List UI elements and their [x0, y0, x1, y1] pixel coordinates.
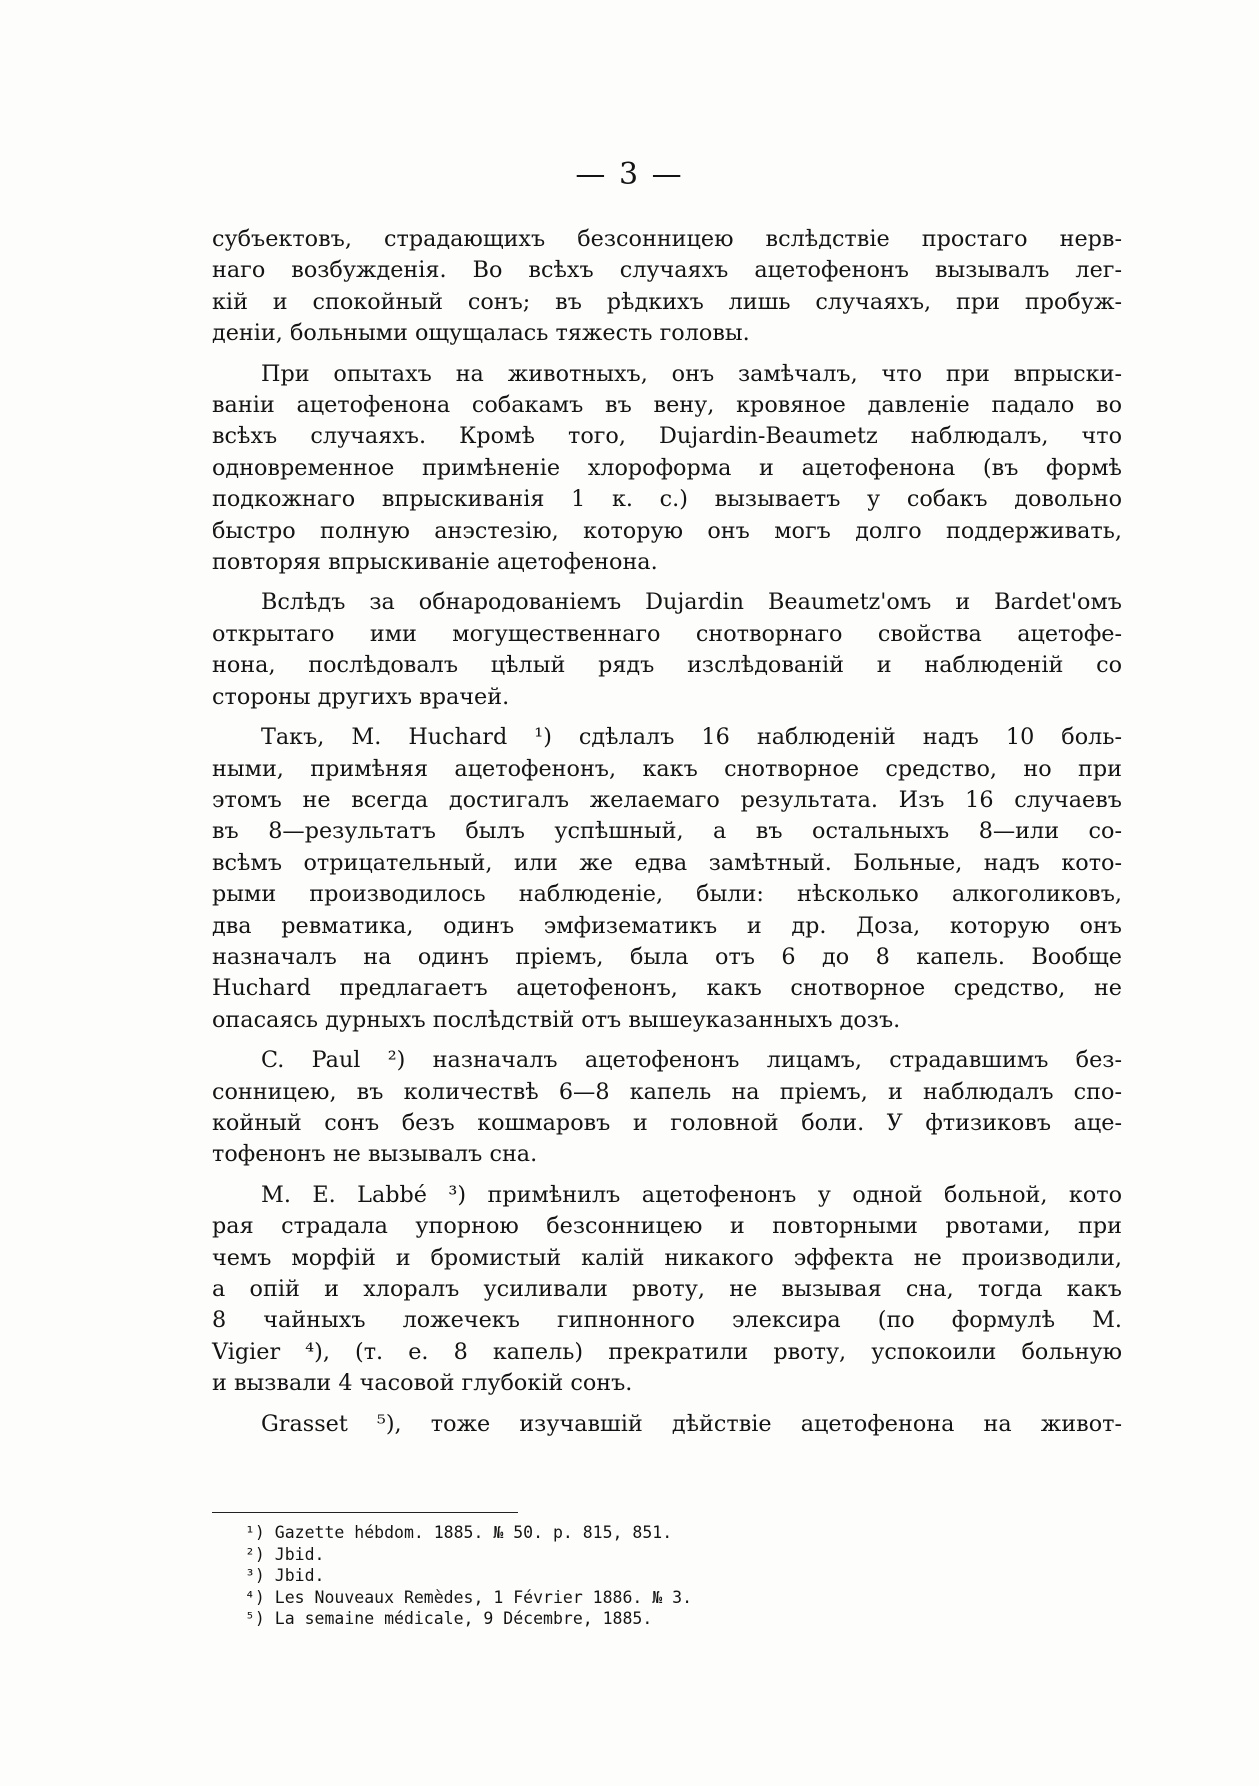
text-line: всѣхъ случаяхъ. Кромѣ того, Dujardin-Beaumetz наблюдалъ, что — [212, 423, 1122, 450]
text-line: чемъ морфій и бромистый калій никакого эффекта не производили, — [212, 1244, 1122, 1271]
text-line: одновременное примѣненіе хлороформа и ацетофенона (въ формѣ — [212, 454, 1122, 481]
page-number: — 3 — — [575, 157, 684, 192]
text-line: субъектовъ, страдающихъ безсонницею вслѣдствіе простаго нерв- — [212, 226, 1122, 252]
footnote-4: ⁴) Les Nouveaux Remèdes, 1 Février 1886. № 3. — [245, 1587, 693, 1607]
paragraph-1 — [212, 224, 1122, 350]
paragraph-3 — [212, 587, 1122, 713]
text-line: быстро полную анэстезію, которую онъ могъ долго поддерживать, — [212, 517, 1122, 544]
text-line: C. Paul ²) назначалъ ацетофенонъ лицамъ, страдавшимъ без- — [261, 1047, 1122, 1074]
text-line: этомъ не всегда достигалъ желаемаго результата. Изъ 16 случаевъ — [212, 786, 1122, 813]
footnote-3: ³) Jbid. — [245, 1566, 325, 1585]
text-line: стороны другихъ врачей. — [212, 683, 510, 710]
footnote-2: ²) Jbid. — [245, 1544, 325, 1564]
text-line: При опытахъ на животныхъ, онъ замѣчалъ, что при впрыски- — [261, 360, 1122, 387]
paragraph-7 — [212, 1409, 1122, 1440]
text-line: M. E. Labbé ³) примѣнилъ ацетофенонъ у одной больной, кото — [261, 1181, 1122, 1208]
paragraph-2 — [212, 359, 1122, 579]
text-line: койный сонъ безъ кошмаровъ и головной боли. У фтизиковъ аце- — [212, 1109, 1122, 1136]
text-line: повторяя впрыскиваніе ацетофенона. — [212, 549, 658, 576]
text-line: ваніи ацетофенона собакамъ въ вену, кровяное давленіе падало во — [212, 392, 1122, 419]
text-line: Вслѣдъ за обнародованіемъ Dujardin Beaumetz'омъ и Bardet'омъ — [261, 589, 1122, 616]
footnote-1: ¹) Gazette hébdom. 1885. № 50. p. 815, 851. — [245, 1523, 673, 1542]
paragraph-5 — [212, 1045, 1122, 1171]
text-line: и вызвали 4 часовой глубокій сонъ. — [212, 1370, 633, 1397]
text-line: наго возбужденія. Во всѣхъ случаяхъ ацетофенонъ вызывалъ лег- — [212, 257, 1122, 284]
text-line: Vigier ⁴), (т. е. 8 капель) прекратили рвоту, успокоили больную — [212, 1338, 1122, 1365]
text-line: два ревматика, одинъ эмфизематикъ и др. Доза, которую онъ — [212, 912, 1122, 939]
text-line: въ 8—результатъ былъ успѣшный, а въ остальныхъ 8—или со- — [212, 818, 1122, 845]
text-line: Grasset ⁵), тоже изучавшій дѣйствіе ацетофенона на живот- — [261, 1410, 1122, 1437]
footnote-divider — [212, 1512, 518, 1513]
text-line: тофенонъ не вызывалъ сна. — [212, 1141, 538, 1168]
text-line: подкожнаго впрыскиванія 1 к. с.) вызываетъ у собакъ довольно — [212, 486, 1122, 513]
text-line: кій и спокойный сонъ; въ рѣдкихъ лишь случаяхъ, при пробуж- — [212, 288, 1122, 315]
text-line: всѣмъ отрицательный, или же едва замѣтный. Больные, надъ кото- — [212, 849, 1122, 876]
text-line: рыми производилось наблюденіе, были: нѣсколько алкоголиковъ, — [212, 881, 1122, 908]
text-line: 8 чайныхъ ложечекъ гипнонного элексира (по формулѣ M. — [212, 1307, 1122, 1334]
text-line: назначалъ на одинъ пріемъ, была отъ 6 до 8 капель. Вообще — [212, 943, 1122, 970]
text-line: открытаго ими могущественнаго снотворнаго свойства ацетофе- — [212, 620, 1122, 647]
footnote-5: ⁵) La semaine médicale, 9 Décembre, 1885. — [245, 1609, 653, 1628]
text-line: сонницею, въ количествѣ 6—8 капель на пріемъ, и наблюдалъ спо- — [212, 1078, 1122, 1105]
text-line: деніи, больными ощущалась тяжесть головы. — [212, 320, 750, 347]
text-line: нона, послѣдовалъ цѣлый рядъ изслѣдованій и наблюденій со — [212, 652, 1122, 679]
paragraph-6 — [212, 1180, 1122, 1400]
text-line: опасаясь дурныхъ послѣдствій отъ вышеуказанныхъ дозъ. — [212, 1006, 901, 1033]
text-line: ными, примѣняя ацетофенонъ, какъ снотворное средство, но при — [212, 755, 1122, 782]
body-text — [212, 224, 1122, 1449]
text-line: Такъ, M. Huchard ¹) сдѣлалъ 16 наблюденій надъ 10 боль- — [261, 724, 1122, 751]
text-line: а опій и хлоралъ усиливали рвоту, не вызывая сна, тогда какъ — [212, 1276, 1122, 1302]
text-line: рая страдала упорною безсонницею и повторными рвотами, при — [212, 1213, 1122, 1240]
footnotes — [245, 1522, 945, 1630]
text-line: Huchard предлагаетъ ацетофенонъ, какъ снотворное средство, не — [212, 975, 1122, 1002]
paragraph-4 — [212, 722, 1122, 1036]
